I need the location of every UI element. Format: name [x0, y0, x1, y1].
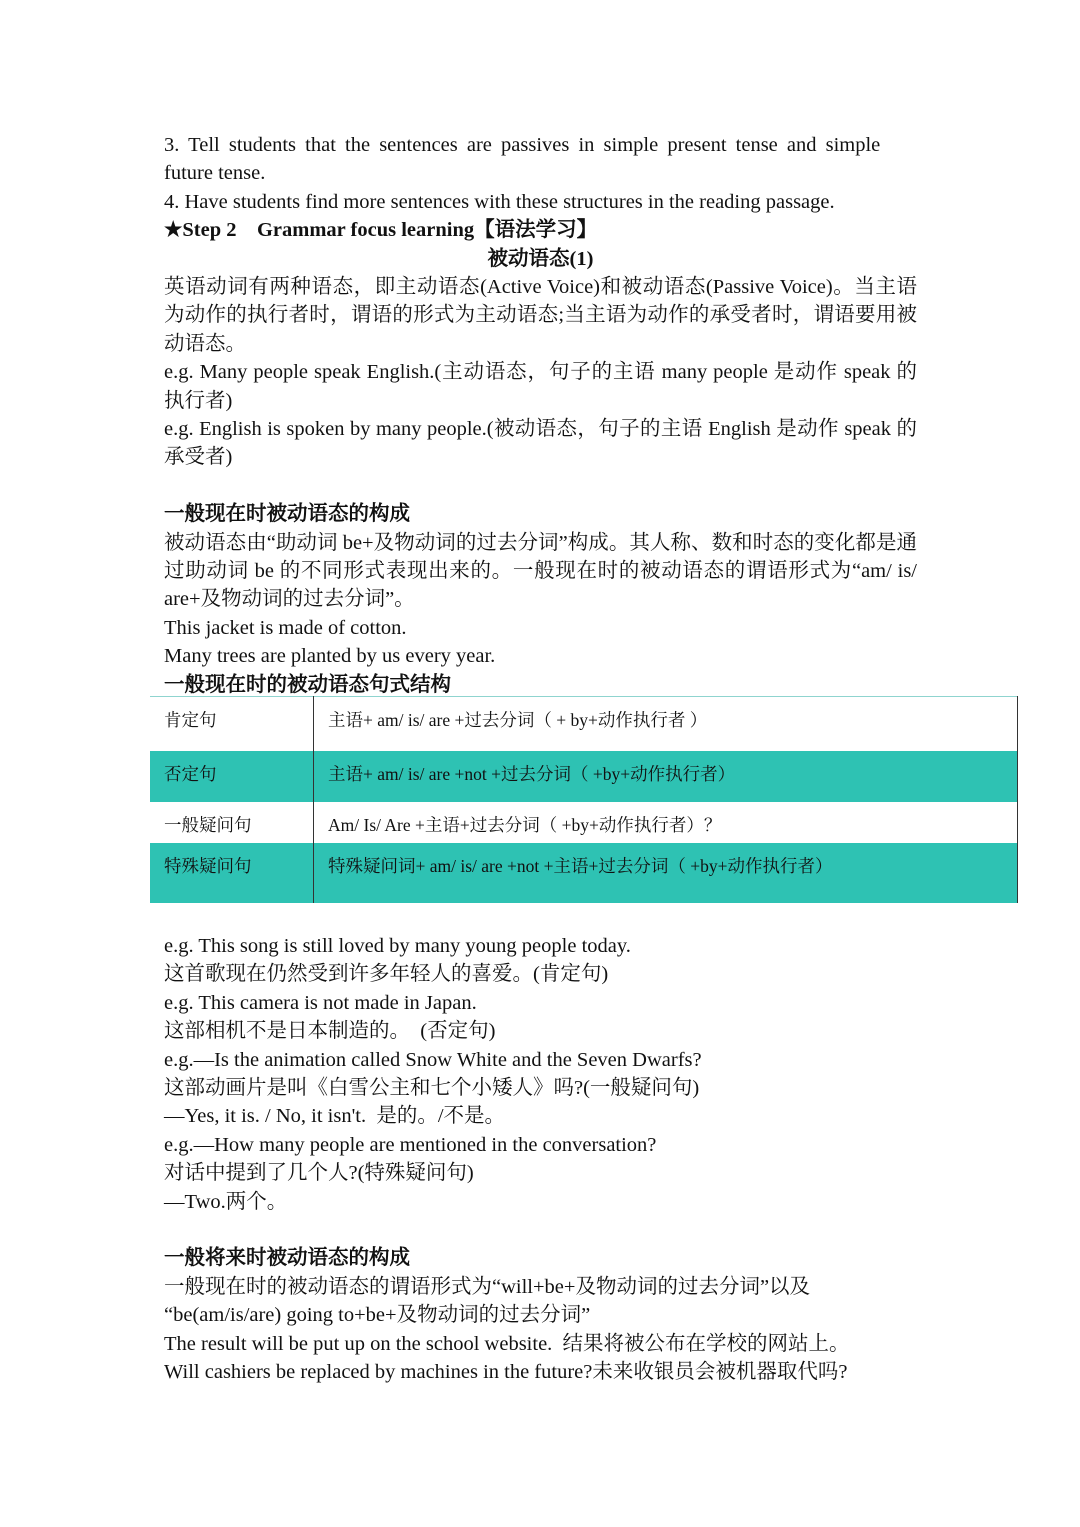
document-body [164, 131, 917, 699]
future-line: Will cashiers be replaced by machines in the future?未来收银员会被机器取代吗? [164, 1361, 848, 1384]
table-row [150, 843, 1018, 903]
table-cell-pattern: Am/ Is/ Are +主语+过去分词（ +by+动作执行者）？ [314, 802, 1018, 843]
future-line: 一般现在时的被动语态的谓语形式为“will+be+及物动词的过去分词”以及 [164, 1275, 811, 1298]
example-line: e.g.—How many people are mentioned in the conversation? [164, 1133, 657, 1156]
future-heading: 一般将来时被动语态的构成 [164, 1247, 410, 1270]
step-item-3: 3. Tell students that the sentences are passives in simple present tense and simple [164, 134, 881, 156]
example-line: 这部动画片是叫《白雪公主和七个小矮人》吗?(一般疑问句) [164, 1077, 700, 1100]
example-line: —Yes, it is. / No, it isn't. 是的。/不是。 [164, 1105, 506, 1128]
present-example-2: Many trees are planted by us every year. [164, 645, 496, 668]
table-cell-pattern: 主语+ am/ is/ are +not +过去分词（ +by+动作执行者） [314, 751, 1018, 802]
example-line: —Two.两个。 [164, 1190, 288, 1213]
present-example-1: This jacket is made of cotton. [164, 616, 407, 639]
example-line: e.g.—Is the animation called Snow White and the Seven Dwarfs? [164, 1048, 702, 1071]
step-item-4: 4. Have students find more sentences with these structures in the reading passage. [164, 190, 835, 213]
table-cell-type: 特殊疑问句 [150, 843, 314, 903]
example-line: e.g. This song is still loved by many young people today. [164, 935, 631, 957]
table-cell-pattern: 特殊疑问词+ am/ is/ are +not +主语+过去分词（ +by+动作执行者） [314, 843, 1018, 903]
example-line: e.g. This camera is not made in Japan. [164, 991, 477, 1014]
present-heading: 一般现在时被动语态的构成 [164, 503, 410, 526]
present-paragraph: 被动语态由“助动词 be+及物动词的过去分词”构成。其人称、数和时态的变化都是通过助动词 be 的不同形式表现出来的。一般现在时的被动语态的谓语形式为“am/ is/ are+及物动词的过去分词”。 [164, 531, 917, 611]
examples-section [164, 932, 924, 1386]
intro-paragraph: 英语动词有两种语态，即主动语态(Active Voice)和被动语态(Passive Voice)。当主语为动作的执行者时，谓语的形式为主动语态;当主语为动作的承受者时，谓语要用被动语态。 [164, 276, 917, 355]
example-passive: e.g. English is spoken by many people.(被动语态，句子的主语 English 是动作 speak 的承受者) [164, 418, 917, 469]
table-cell-type: 否定句 [150, 751, 314, 802]
step-heading: ★Step 2 Grammar focus learning【语法学习】 [164, 219, 598, 242]
example-line: 对话中提到了几个人?(特殊疑问句) [164, 1162, 474, 1185]
table-row [150, 751, 1018, 802]
section-title: 被动语态(1) [487, 247, 594, 270]
example-line: 这部相机不是日本制造的。 (否定句) [164, 1020, 496, 1043]
step-item-3-cont: future tense. [164, 162, 266, 185]
future-line: “be(am/is/are) going to+be+及物动词的过去分词” [164, 1304, 591, 1327]
structure-table [150, 696, 1018, 903]
example-active: e.g. Many people speak English.(主动语态，句子的主语 many people 是动作 speak 的执行者) [164, 361, 917, 412]
example-line: 这首歌现在仍然受到许多年轻人的喜爱。(肯定句) [164, 963, 609, 986]
structure-heading: 一般现在时的被动语态句式结构 [164, 673, 451, 696]
table-cell-type: 肯定句 [150, 697, 314, 751]
table-cell-pattern: 主语+ am/ is/ are +过去分词（ + by+动作执行者 ） [314, 697, 1018, 751]
table-cell-type: 一般疑问句 [150, 802, 314, 843]
future-line: The result will be put up on the school website. 结果将被公布在学校的网站上。 [164, 1332, 850, 1355]
table-row [150, 802, 1018, 843]
table-row [150, 697, 1018, 751]
